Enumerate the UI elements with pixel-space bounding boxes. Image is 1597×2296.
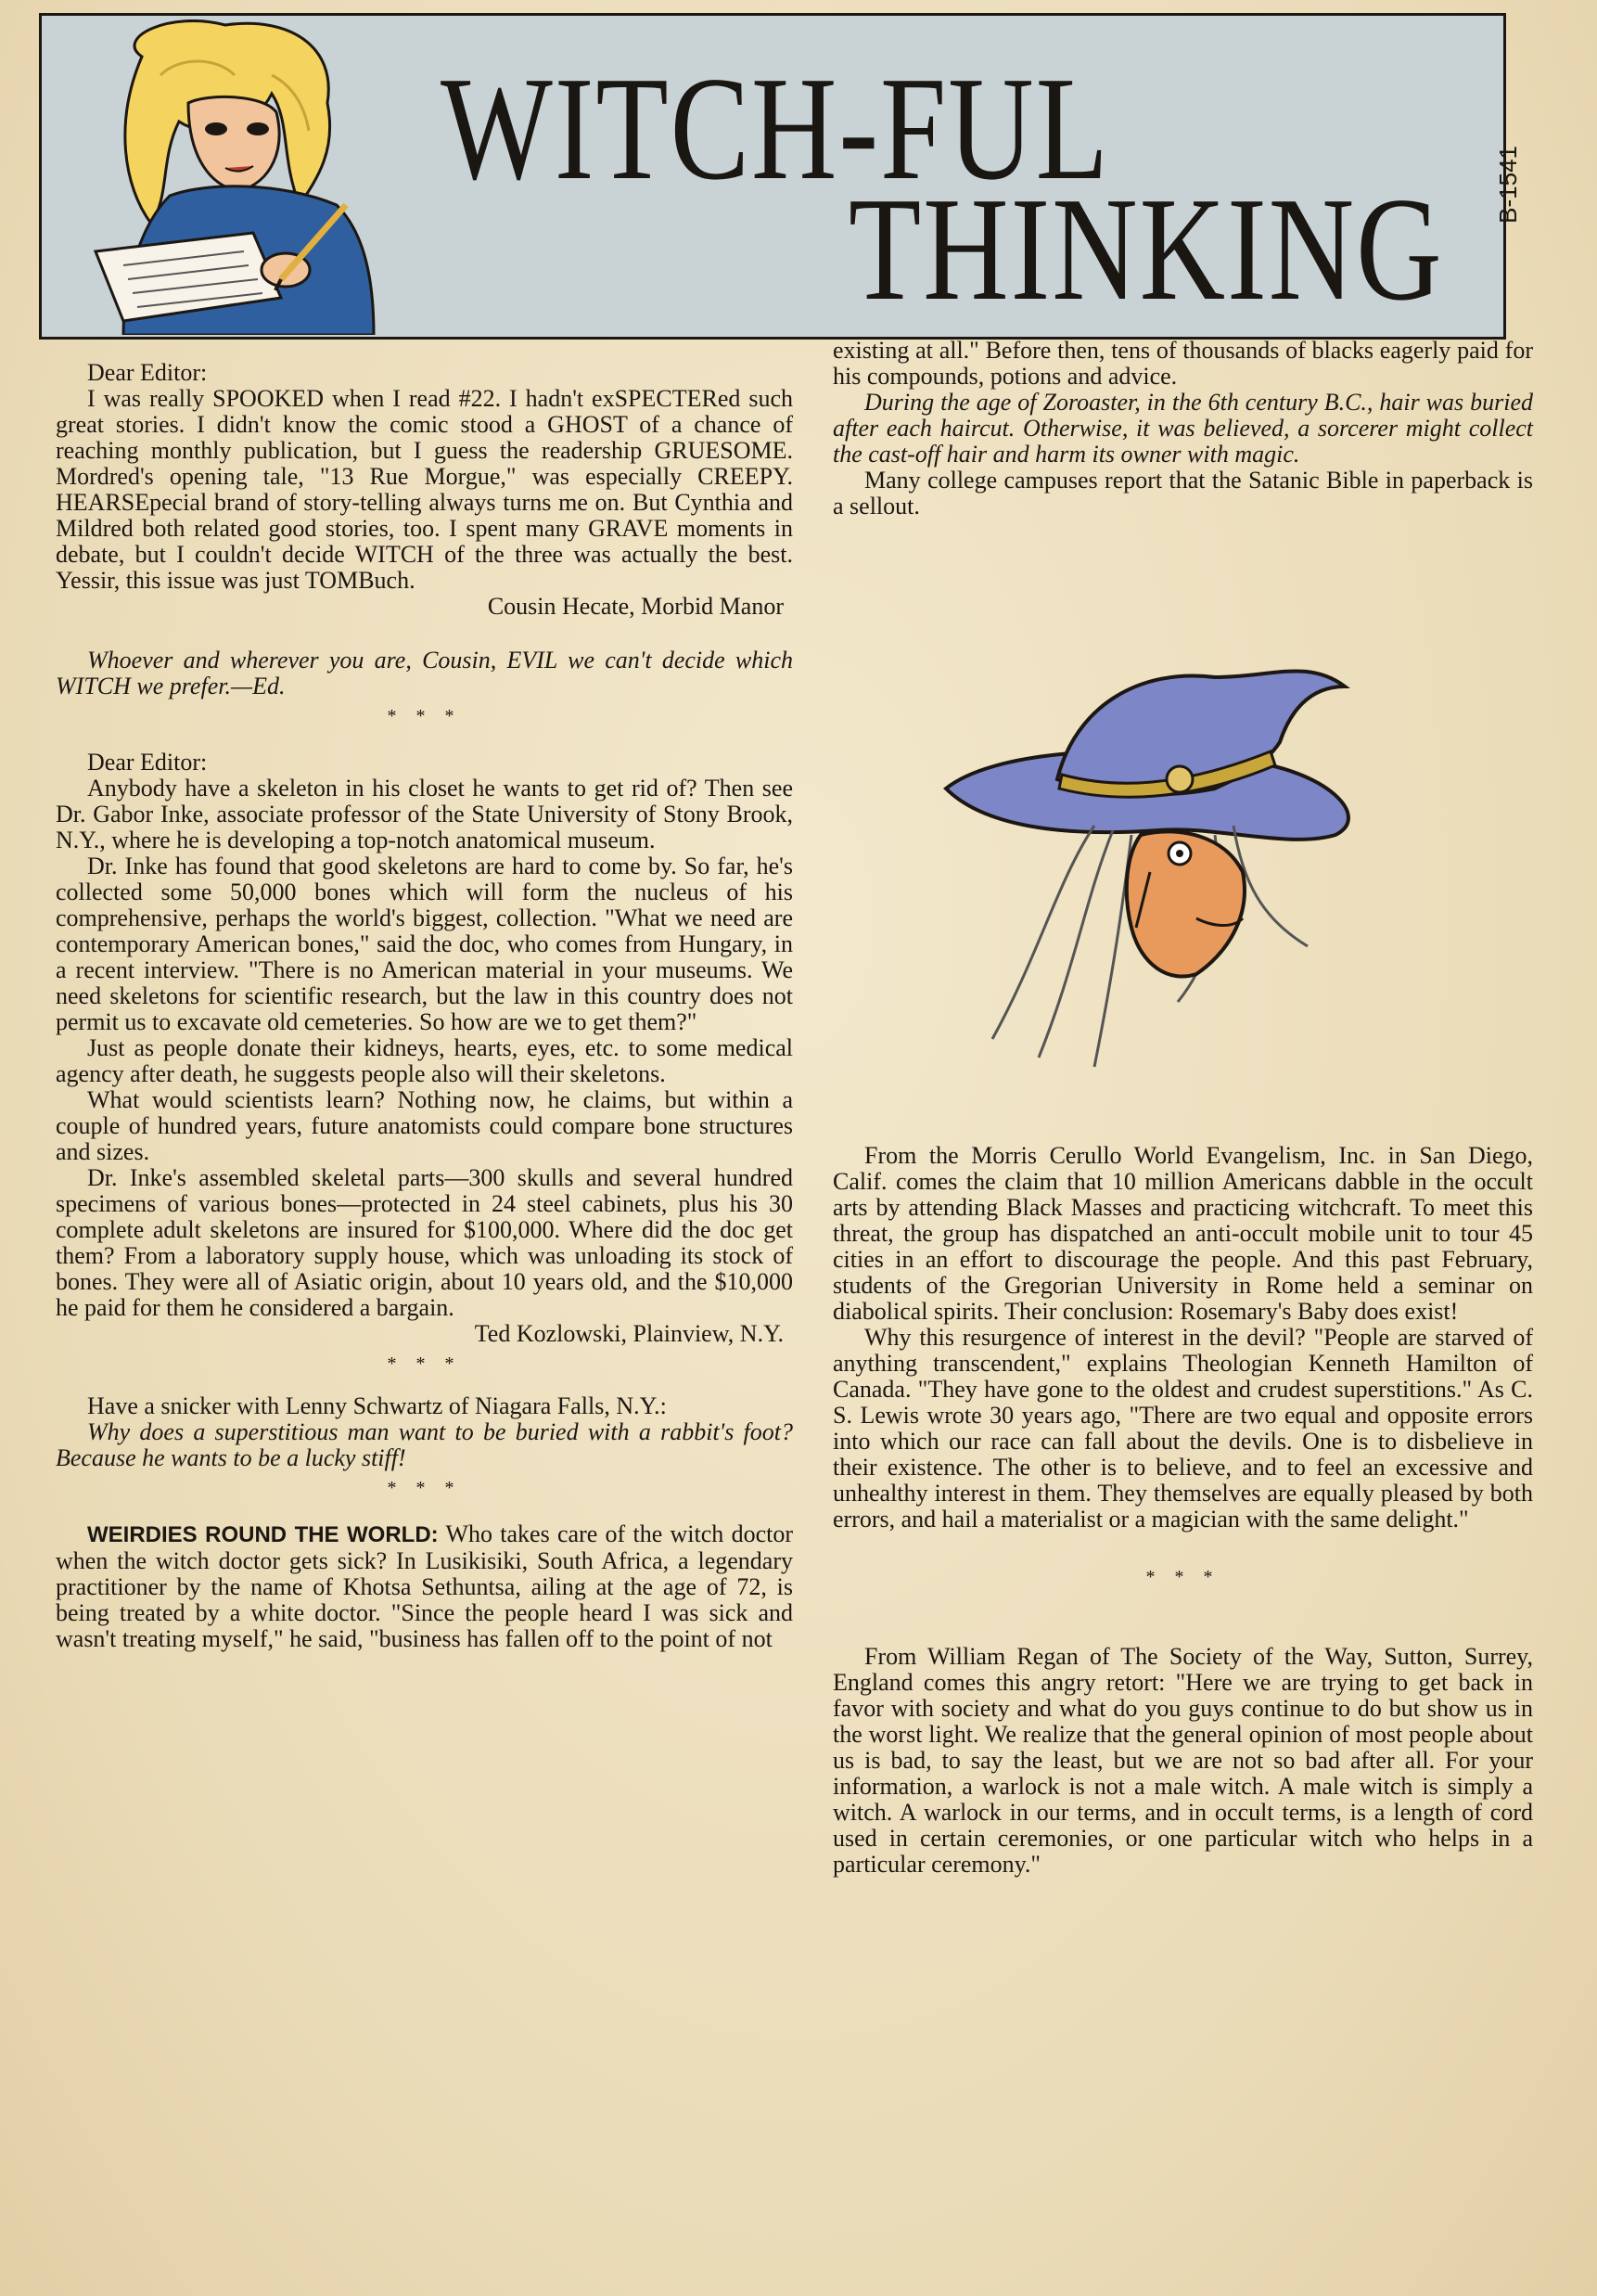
page-code: B-1541 xyxy=(1494,146,1522,224)
regan-paragraph: From William Regan of The Society of the Way, Sutton, Surrey, England comes this angry retort: "Here we are trying to get back in favor with society and what do you guys continue to do but show us in the worst light. We realize that the general opinion of most people about us is bad, to say the least, but we are not so bad after all. For your information, a warlock is not a male witch. A male witch is simply a witch. A warlock in our terms, and in occult terms, is a length of cord used in certain ceremonies, or one particular witch who helps in a particular ceremony." xyxy=(833,1643,1533,1878)
title-line-1: WITCH-FUL xyxy=(441,45,1110,211)
separator-stars: * * * xyxy=(387,1478,462,1498)
weirdies-paragraph xyxy=(56,1521,793,1652)
letter1-signature: Cousin Hecate, Morbid Manor xyxy=(487,593,784,620)
right-column xyxy=(833,338,1533,519)
header-banner xyxy=(39,13,1522,340)
letter2-paragraph: What would scientists learn? Nothing now, he claims, but within a couple of hundred years, future anatomists could compare bone structures and sizes. xyxy=(56,1086,793,1165)
cerullo-paragraph: From the Morris Cerullo World Evangelism, Inc. in San Diego, Calif. comes the claim that 10 million Americans dabble in the occult arts by attending Black Masses and practicing witchcraft. To meet this threat, the group has dispatched an anti-occult mobile unit to tour 45 cities in an effort to discourage the people. And this past February, students of the Gregorian University in Rome held a seminar on diabolical spirits. Their conclusion: Rosemary's Baby does exist! xyxy=(833,1142,1533,1325)
hag-witch-illustration xyxy=(937,649,1382,1085)
title-line-2: THINKING xyxy=(849,166,1444,331)
separator-stars: * * * xyxy=(1145,1567,1220,1587)
letter2-paragraph: Anybody have a skeleton in his closet he wants to get rid of? Then see Dr. Gabor Inke, associate professor of the State University of Stony Brook, N.Y., where he is developing a top-notch anatomical museum. xyxy=(56,775,793,853)
letter2-signature: Ted Kozlowski, Plainview, N.Y. xyxy=(474,1320,784,1347)
separator-stars: * * * xyxy=(387,1353,462,1374)
right-column-lower xyxy=(833,1143,1533,1878)
letter2-salutation: Dear Editor: xyxy=(87,749,208,776)
weirdies-heading: WEIRDIES ROUND THE WORLD: xyxy=(87,1522,439,1547)
snicker-joke: Why does a superstitious man want to be buried with a rabbit's foot? Because he wants to be a lucky stiff! xyxy=(56,1418,793,1471)
left-column xyxy=(56,360,793,1652)
snicker-intro: Have a snicker with Lenny Schwartz of Niagara Falls, N.Y.: xyxy=(87,1392,667,1419)
resurgence-paragraph: Why this resurgence of interest in the devil? "People are starved of anything transcendent," explains Theologian Kenneth Hamilton of Canada. "They have gone to the oldest and crudest superstitions." As C. S. Lewis wrote 30 years ago, "There are two equal and opposite errors into which our race can fall about the devils. One is to disbelieve in their existence. The other is to believe, and to feel an excessive and unhealthy interest in them. They themselves are equally pleased by both errors, and hail a materialist or a magician with the same delight." xyxy=(833,1324,1533,1533)
campuses-paragraph: Many college campuses report that the Satanic Bible in paperback is a sellout. xyxy=(833,467,1533,519)
letter1-body: I was really SPOOKED when I read #22. I hadn't exSPECTERed such great stories. I didn't know the comic stood a GHOST of a chance of reaching monthly publication, but I guess the readership GRUESOME. Mordred's opening tale, "13 Rue Morgue," was especially CREEPY. HEARSEpecial brand of story-telling always turns me on. But Cynthia and Mildred both related good stories, too. I spent many GRAVE moments in debate, but I couldn't decide WITCH of the three was actually the best. Yessir, this issue was just TOMBuch. xyxy=(56,385,793,594)
editor-reply: Whoever and wherever you are, Cousin, EVIL we can't decide which WITCH we prefer.—Ed. xyxy=(56,647,793,699)
letter2-paragraph: Just as people donate their kidneys, hearts, eyes, etc. to some medical agency after death, he suggests people also will their skeletons. xyxy=(56,1034,793,1087)
letter1-salutation: Dear Editor: xyxy=(87,359,208,386)
letter2-paragraph: Dr. Inke's assembled skeletal parts—300 skulls and several hundred specimens of various bones—protected in 24 steel cabinets, plus his 30 complete adult skeletons are insured for $100,000. Where did the doc get them? From a laboratory supply house, which was unloading its stock of bones. They were all of Asiatic origin, about 10 years old, and the $10,000 he paid for them he considered a bargain. xyxy=(56,1164,793,1321)
blonde-witch-writing-illustration xyxy=(58,19,457,335)
zoroaster-paragraph: During the age of Zoroaster, in the 6th century B.C., hair was buried after each haircut. Otherwise, it was believed, a sorcerer might collect the cast-off hair and harm its owner with magic. xyxy=(833,389,1533,468)
separator-stars: * * * xyxy=(387,706,462,726)
weirdies-body: Who takes care of the witch doctor when the witch doctor gets sick? In Lusikisiki, South Africa, a legendary practitioner by the name of Khotsa Sethuntsa, ailing at the age of 72, is being treated by a white doctor. "Since the people heard I was sick and wasn't treating myself," he said, "business has fallen off to the point of not xyxy=(56,1520,793,1652)
letter2-paragraph: Dr. Inke has found that good skeletons are hard to come by. So far, he's collected some 50,000 bones which will form the nucleus of his comprehensive, perhaps the world's biggest, collection. "What we need are contemporary American bones," said the doc, who comes from Hungary, in a recent interview. "There is no American material in your museums. We need skeletons for scientific research, but the law in this country does not permit us to excavate old cemeteries. So how are we to get them?" xyxy=(56,853,793,1035)
weirdies-continued: existing at all." Before then, tens of thousands of blacks eagerly paid for his compounds, potions and advice. xyxy=(833,337,1533,390)
